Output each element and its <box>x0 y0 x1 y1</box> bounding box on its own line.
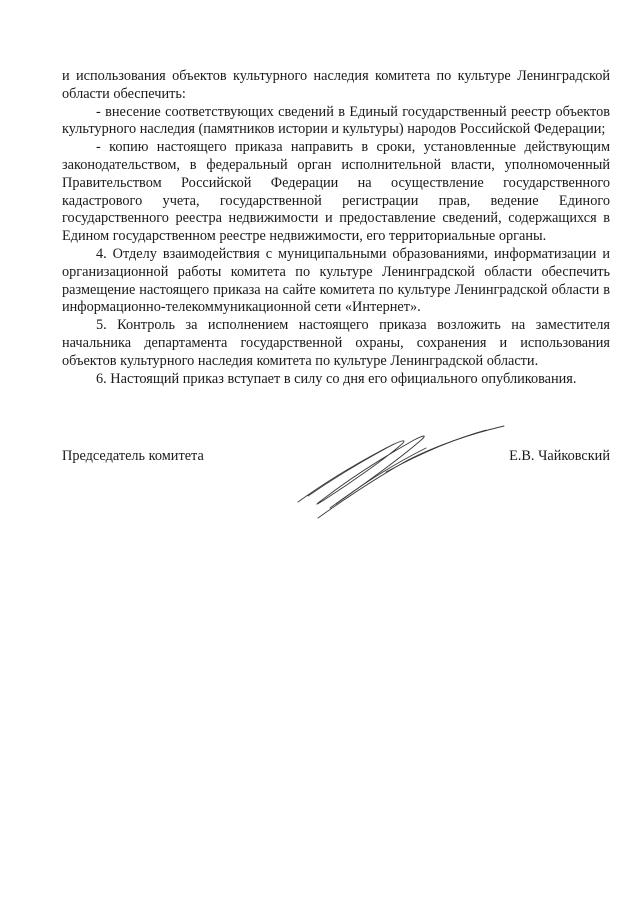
paragraph-item-5: 5. Контроль за исполнением настоящего приказа возложить на заместителя начальника департамента государственной охраны, сохранения и использования объектов культурного наследия комитета по культуре Ленинградской области. <box>62 317 610 369</box>
paragraph-registry-entry: - внесение соответствующих сведений в Единый государственный реестр объектов культурного наследия (памятников истории и культуры) народов Российской Федерации; <box>62 103 610 138</box>
signer-title: Председатель комитета <box>62 448 204 464</box>
paragraph-item-6: 6. Настоящий приказ вступает в силу со дня его официального опубликования. <box>96 370 577 387</box>
handwritten-signature <box>290 420 510 525</box>
signer-name: Е.В. Чайковский <box>509 448 610 464</box>
paragraph-send-copy: - копию настоящего приказа направить в сроки, установленные действующим законодательством, в федеральный орган исполнительной власти, уполномоченный Правительством Российской Федерации на осуществление государственного кадастрового учета, государственной регистрации прав, ведение Единого государственного реестра недвижимости и предоставление сведений, содержащихся в Едином государственном реестре недвижимости, его территориальные органы. <box>62 139 610 245</box>
document-body <box>62 68 610 388</box>
paragraph-intro: и использования объектов культурного наследия комитета по культуре Ленинградской области обеспечить: <box>62 68 610 102</box>
signature-block <box>62 448 610 468</box>
paragraph-item-4: 4. Отделу взаимодействия с муниципальными образованиями, информатизации и организационной работы комитета по культуре Ленинградской области обеспечить размещение настоящего приказа на сайте комитета по культуре Ленинградской области в информационно-телекоммуникационной сети «Интернет». <box>62 245 610 316</box>
